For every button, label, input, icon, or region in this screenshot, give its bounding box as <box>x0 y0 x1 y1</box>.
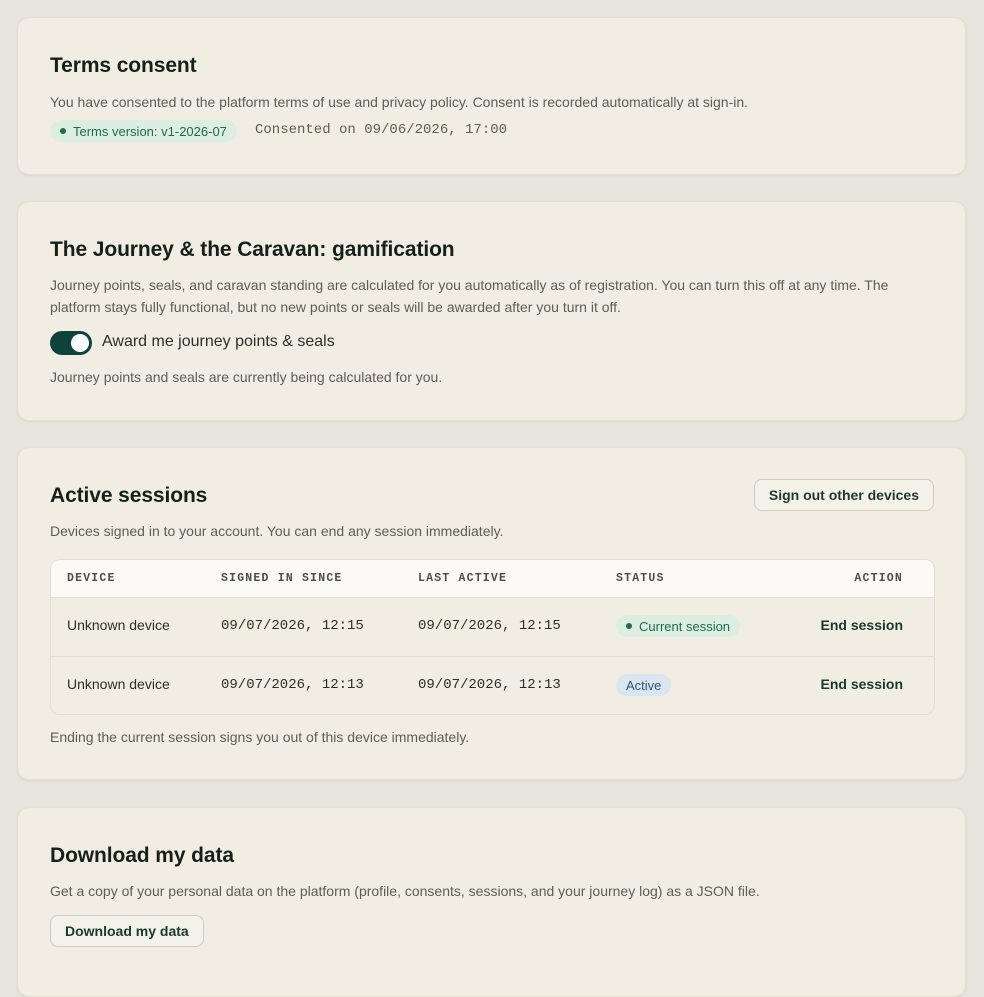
terms-version-text: Terms version: v1-2026-07 <box>73 123 227 139</box>
active-sessions-description: Devices signed in to your account. You can end any session immediately. <box>50 523 504 539</box>
gamification-status-text: Journey points and seals are currently being calculated for you. <box>50 369 443 385</box>
column-header-last-active: LAST ACTIVE <box>418 572 508 585</box>
sessions-table-header <box>51 560 934 598</box>
terms-consent-card <box>17 17 966 175</box>
status-dot-icon <box>626 623 632 629</box>
column-header-status: STATUS <box>616 572 665 585</box>
table-row <box>51 656 934 715</box>
terms-consent-description: You have consented to the platform terms of use and privacy policy. Consent is recorded automatically at sign-in. <box>50 94 749 110</box>
toggle-knob <box>71 334 89 352</box>
status-badge <box>616 674 671 696</box>
download-my-data-button[interactable]: Download my data <box>50 915 204 947</box>
session-device: Unknown device <box>67 617 170 633</box>
session-device: Unknown device <box>67 676 170 692</box>
status-badge-text: Active <box>626 677 662 693</box>
terms-version-badge <box>50 120 237 142</box>
download-data-card <box>17 807 966 997</box>
table-row <box>51 597 934 657</box>
session-last-active: 09/07/2026, 12:15 <box>418 618 561 634</box>
sessions-table <box>50 559 935 715</box>
session-last-active: 09/07/2026, 12:13 <box>418 677 561 693</box>
session-signed-in: 09/07/2026, 12:15 <box>221 618 364 634</box>
session-signed-in: 09/07/2026, 12:13 <box>221 677 364 693</box>
active-sessions-card <box>17 447 966 780</box>
end-session-button[interactable]: End session <box>820 617 903 633</box>
status-badge <box>616 615 740 637</box>
column-header-device: DEVICE <box>67 572 116 585</box>
consented-on-timestamp: Consented on 09/06/2026, 17:00 <box>255 122 508 138</box>
gamification-title: The Journey & the Caravan: gamification <box>50 238 455 261</box>
download-data-title: Download my data <box>50 844 234 867</box>
status-dot-icon <box>60 128 66 134</box>
award-points-toggle[interactable] <box>50 331 92 355</box>
terms-consent-title: Terms consent <box>50 54 197 77</box>
award-points-toggle-label[interactable]: Award me journey points & seals <box>102 333 335 350</box>
sign-out-other-devices-button[interactable]: Sign out other devices <box>754 479 934 511</box>
download-data-description: Get a copy of your personal data on the platform (profile, consents, sessions, and your journey log) as a JSON file. <box>50 883 760 899</box>
end-session-button[interactable]: End session <box>820 676 903 692</box>
active-sessions-title: Active sessions <box>50 484 208 507</box>
gamification-description: Journey points, seals, and caravan standing are calculated for you automatically as of registration. You can turn this off at any time. The platform stays fully functional, but no new points or seals will be awarded after you turn it off. <box>50 277 889 315</box>
sessions-footnote: Ending the current session signs you out of this device immediately. <box>50 729 470 745</box>
status-badge-text: Current session <box>639 618 731 634</box>
column-header-action: ACTION <box>854 572 903 585</box>
gamification-card <box>17 201 966 421</box>
column-header-signed-in-since: SIGNED IN SINCE <box>221 572 343 585</box>
